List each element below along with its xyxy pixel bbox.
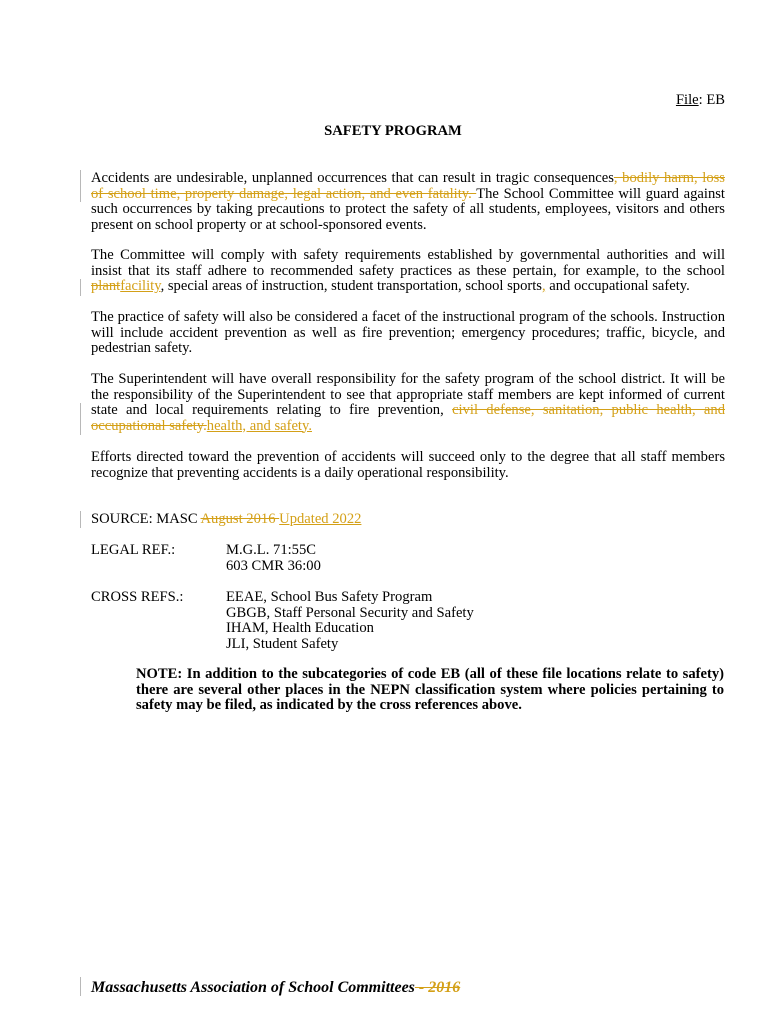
change-bar xyxy=(80,279,81,296)
legal-ref-item: 603 CMR 36:00 xyxy=(226,557,321,574)
source-line xyxy=(91,512,731,528)
paragraph-4 xyxy=(91,372,725,434)
legal-refs-label: LEGAL REF.: xyxy=(91,542,176,558)
cross-refs xyxy=(91,590,731,654)
paragraph-1 xyxy=(91,171,725,233)
cross-refs-label: CROSS REFS.: xyxy=(91,589,184,605)
change-bar xyxy=(80,977,81,996)
cross-ref-item: EEAE, School Bus Safety Program xyxy=(226,589,433,605)
inserted-text: health, and safety. xyxy=(206,417,312,434)
source-label: SOURCE: MASC xyxy=(91,511,201,527)
paragraph-2-text-end: and occupational safety. xyxy=(545,278,690,294)
paragraph-2-text: The Committee will comply with safety requirements established by governmental authorities and will insist that its staff adhere to recommended safety practices as these pertain, for example, to the school xyxy=(91,247,725,279)
file-code xyxy=(676,93,725,109)
deleted-text: civil defense, sanitation, public health, and occupational safety. xyxy=(91,402,726,434)
paragraph-2-text-cont: , special areas of instruction, student transportation, school sports xyxy=(160,278,542,294)
deleted-text: - 2016 xyxy=(414,979,461,996)
paragraph-1-text-cont: The School Committee will guard against such occurrences by taking precautions to protect the safety of all students, employees, visitors and others present on school property or at school-sponsored events. xyxy=(91,185,725,233)
footer xyxy=(91,979,460,997)
cross-ref-item: JLI, Student Safety xyxy=(226,635,339,652)
cross-refs-list xyxy=(226,590,474,652)
note-paragraph: NOTE: In addition to the subcategories of code EB (all of these file locations relate to safety) there are several other places in the NEPN classification system where policies pertaining to safety may be filed, as indicated by the cross references above. xyxy=(136,666,724,713)
deleted-text: , bodily harm, loss of school time, property damage, legal action, and even fatality. xyxy=(91,170,725,202)
cross-ref-item: GBGB, Staff Personal Security and Safety xyxy=(226,604,474,621)
legal-refs-list xyxy=(226,543,321,574)
paragraph-2 xyxy=(91,248,725,295)
legal-refs xyxy=(91,543,731,575)
paragraph-3: The practice of safety will also be considered a facet of the instructional program of the schools. Instruction will include accident prevention as well as fire prevention; emergency procedures; traffic, bicycle, and pedestrian safety. xyxy=(91,309,725,356)
paragraph-5: Efforts directed toward the prevention of accidents will succeed only to the degree that all staff members recognize that preventing accidents is a daily operational responsibility. xyxy=(91,449,725,481)
file-code-value: : EB xyxy=(698,92,725,108)
inserted-text: , xyxy=(541,278,546,294)
change-bar xyxy=(80,511,81,528)
footer-text: Massachusetts Association of School Committees xyxy=(91,979,415,996)
change-bar xyxy=(80,403,81,435)
paragraph-1-text: Accidents are undesirable, unplanned occurrences that can result in tragic consequences xyxy=(91,170,614,186)
page-title: SAFETY PROGRAM xyxy=(324,123,462,139)
inserted-text: Updated 2022 xyxy=(279,511,362,527)
cross-ref-item: IHAM, Health Education xyxy=(226,620,374,636)
deleted-text: August 2016 xyxy=(200,511,280,527)
paragraph-4-text: The Superintendent will have overall responsibility for the safety program of the school district. It will be the responsibility of the Superintendent to see that appropriate staff members are kept informed of current state and local requirements relating to fire prevention, xyxy=(91,371,725,418)
file-label: File xyxy=(675,92,699,108)
legal-ref-item: M.G.L. 71:55C xyxy=(226,542,316,558)
deleted-text: plant xyxy=(91,278,121,294)
inserted-text: facility xyxy=(120,278,161,294)
change-bar xyxy=(80,170,81,202)
